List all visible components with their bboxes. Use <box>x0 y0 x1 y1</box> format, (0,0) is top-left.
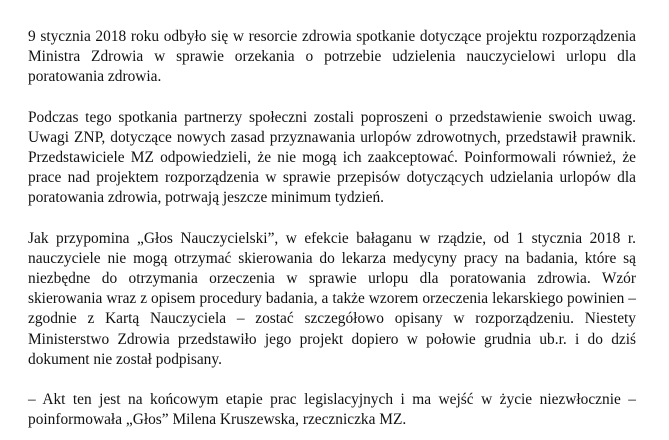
paragraph-meeting-date: 9 stycznia 2018 roku odbyło się w resorcie zdrowia spotkanie dotyczące projektu rozporządzenia Ministra Zdrowia w sprawie orzekania o potrzebie udzielenia nauczycielowi urlopu dla poratowania zdrowia. <box>28 28 636 86</box>
article-body <box>28 27 636 430</box>
paragraph-meeting-details: Podczas tego spotkania partnerzy społeczni zostali poproszeni o przedstawienie swoich uwag. Uwagi ZNP, dotyczące nowych zasad przyznawania urlopów zdrowotnych, przedstawił prawnik. Przedstawiciele MZ odpowiedzieli, że nie mogą ich zaakceptować. Poinformowali również, że prace nad projektem rozporządzenia w sprawie przepisów dotyczących udzielania urlopów dla poratowania zdrowia, potrwają jeszcze minimum tydzień. <box>28 108 636 207</box>
paragraph-glos-nauczycielski: Jak przypomina „Głos Nauczycielski”, w efekcie bałaganu w rządzie, od 1 stycznia 2018 r. nauczyciele nie mogą otrzymać skierowania do lekarza medycyny pracy na badania, które są niezbędne do otrzymania orzeczenia w sprawie urlopu dla poratowania zdrowia. Wzór skierowania wraz z opisem procedury badania, a także wzorem orzeczenia lekarskiego powinien – zgodnie z Kartą Nauczyciela – zostać szczegółowo opisany w rozporządzeniu. Niestety Ministerstwo Zdrowia przedstawiło jego projekt dopiero w połowie grudnia ub.r. i do dziś dokument nie został podpisany. <box>28 229 636 368</box>
paragraph-spokesperson-quote: – Akt ten jest na końcowym etapie prac legislacyjnych i ma wejść w życie niezwłocznie – poinformowała „Głos” Milena Kruszewska, rzeczniczka MZ. <box>28 391 636 429</box>
